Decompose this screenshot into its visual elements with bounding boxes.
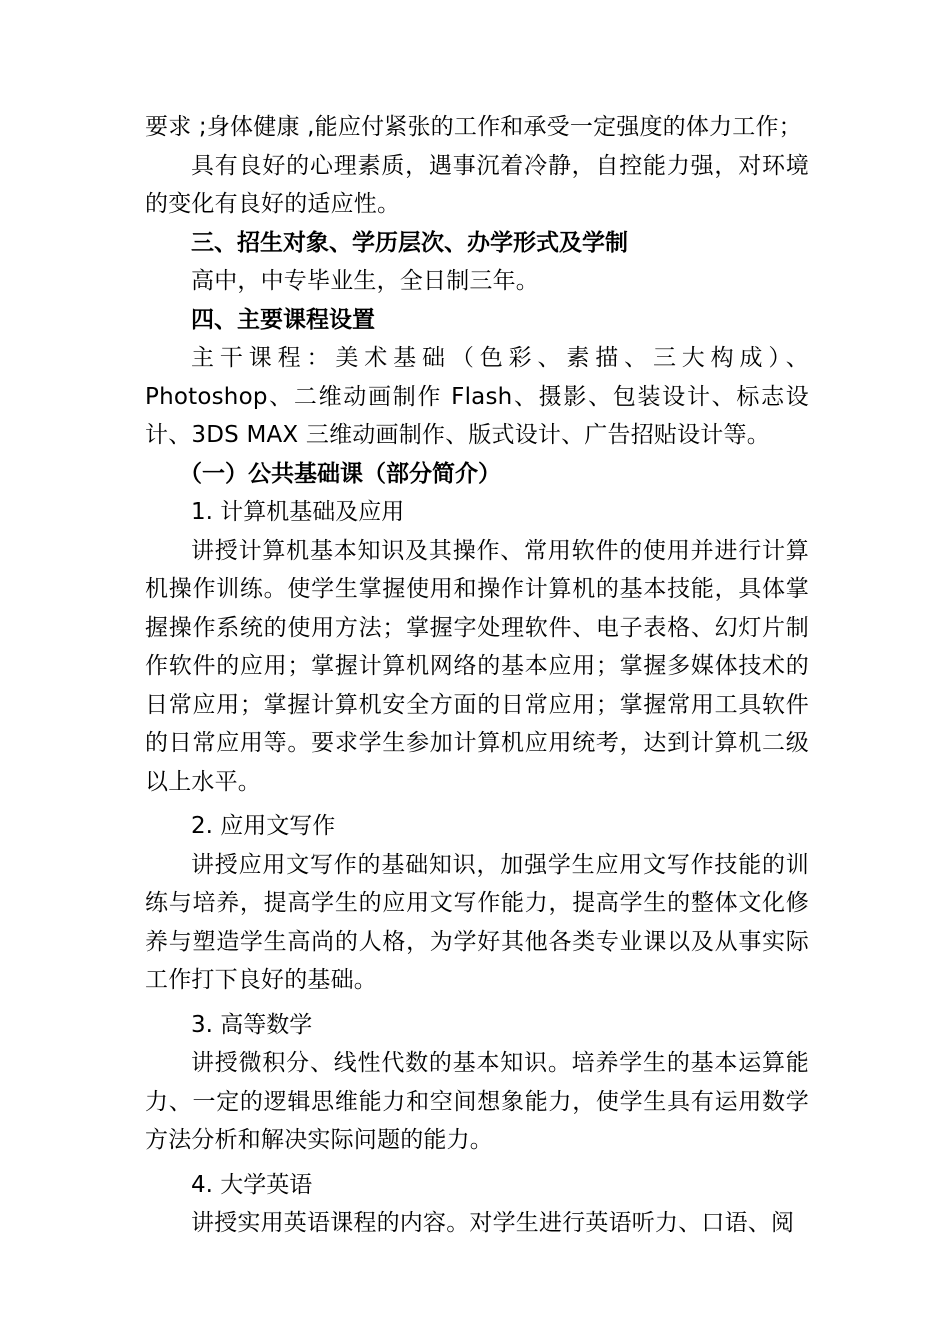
- heading-enrollment: 三、招生对象、学历层次、办学形式及学制: [191, 229, 628, 256]
- heading-courses: 四、主要课程设置: [191, 306, 375, 333]
- paragraph-psychology: 具有良好的心理素质，遇事沉着冷静，自控能力强，对环境的变化有良好的适应性。: [145, 152, 809, 217]
- course-title-english: 4. 大学英语: [191, 1171, 313, 1198]
- course-text-writing: 讲授应用文写作的基础知识，加强学生应用文写作技能的训练与培养，提高学生的应用文写作能力，提高学生的整体文化修养与塑造学生高尚的人格，为学好其他各类专业课以及从事实际工作打下良好的基础。: [145, 851, 809, 993]
- course-title-math: 3. 高等数学: [191, 1011, 313, 1038]
- paragraph-health: 要求 ;身体健康 ,能应付紧张的工作和承受一定强度的体力工作；: [145, 114, 802, 140]
- paragraph-main-courses: 主干课程：美术基础（色彩、素描、三大构成）、Photoshop、二维动画制作 Flash、摄影、包装设计、标志设计、3DS MAX 三维动画制作、版式设计、广告招贴设计等。: [145, 345, 809, 448]
- course-text-english: 讲授实用英语课程的内容。对学生进行英语听力、口语、阅: [191, 1210, 795, 1236]
- document-page: [145, 108, 809, 1243]
- paragraph-enrollment: 高中，中专毕业生，全日制三年。: [191, 268, 539, 294]
- course-title-computer: 1. 计算机基础及应用: [191, 499, 405, 525]
- course-text-computer: 讲授计算机基本知识及其操作、常用软件的使用并进行计算机操作训练。使学生掌握使用和操作计算机的基本技能，具体掌握操作系统的使用方法；掌握字处理软件、电子表格、幻灯片制作软件的应用；掌握计算机网络的基本应用；掌握多媒体技术的日常应用；掌握计算机安全方面的日常应用；掌握常用工具软件的日常应用等。要求学生参加计算机应用统考，达到计算机二级以上水平。: [145, 537, 809, 795]
- course-text-math: 讲授微积分、线性代数的基本知识。培养学生的基本运算能力、一定的逻辑思维能力和空间想象能力，使学生具有运用数学方法分析和解决实际问题的能力。: [145, 1050, 809, 1153]
- subheading-public-courses: （一）公共基础课（部分简介）: [179, 460, 501, 487]
- course-title-writing: 2. 应用文写作: [191, 813, 336, 839]
